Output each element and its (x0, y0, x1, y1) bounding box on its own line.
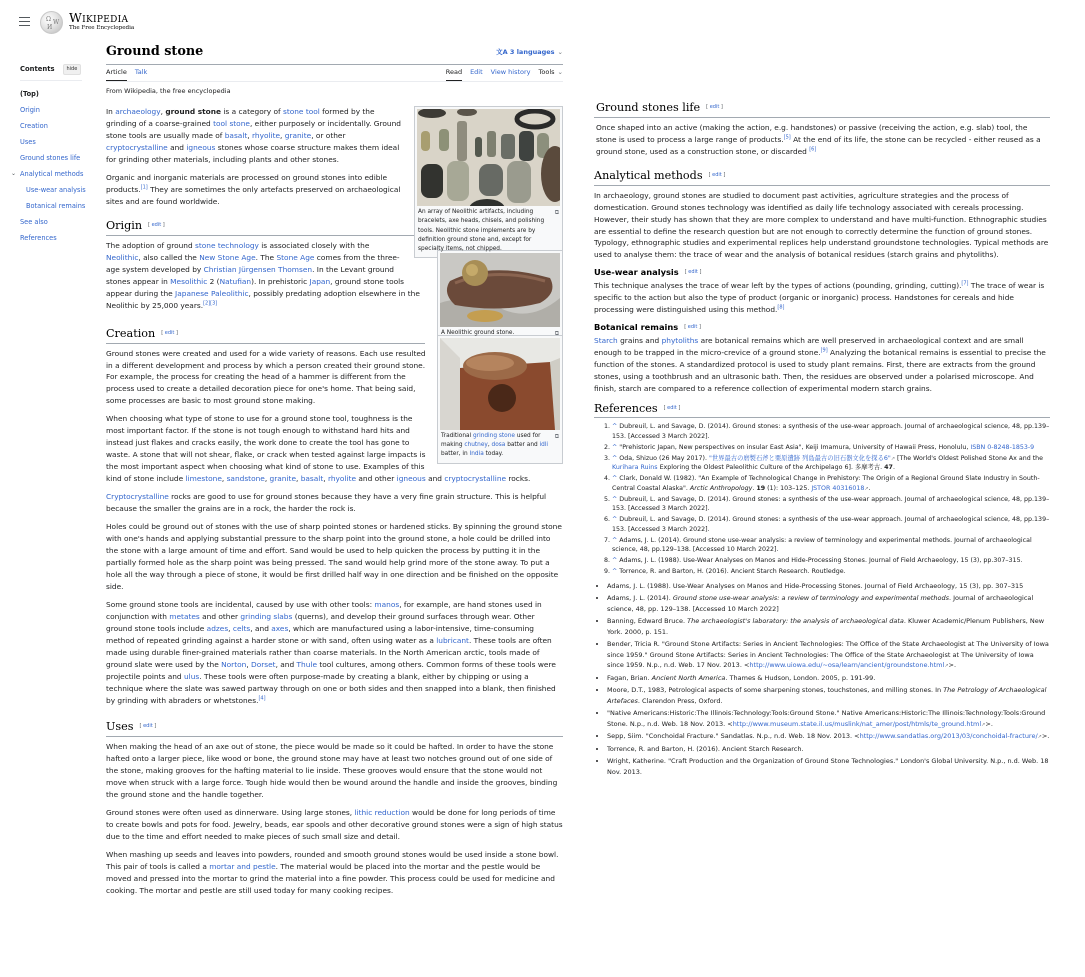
toc-item-origin[interactable]: Origin (20, 106, 40, 114)
link-axes[interactable]: axes (271, 624, 289, 634)
tools-dropdown[interactable] (539, 65, 563, 81)
enlarge-icon[interactable]: ⧉ (554, 330, 559, 338)
citation-3[interactable]: [3] (210, 300, 218, 307)
link-sandstone[interactable]: sandstone (226, 474, 265, 484)
link-rhyolite[interactable]: rhyolite (327, 474, 357, 484)
link-manos[interactable]: manos (374, 600, 400, 610)
external-link-icon: ↗ (1037, 734, 1042, 741)
tools-label: Tools (538, 68, 555, 77)
link-tool-stone[interactable]: tool stone (213, 119, 250, 129)
link-chutney[interactable]: chutney (464, 442, 488, 448)
edit-section-link[interactable]: [ edit ] (139, 723, 157, 730)
reference-item: 1. ^ Dubreuil, L. and Savage, D. (2014). Ground stones: a synthesis of the use-wear approach. Journal of archaeological science, 48, pp.139–153. [Accessed 3 March 2022]. (612, 422, 1050, 442)
wikipedia-globe-logo[interactable]: Ω W И (40, 11, 63, 34)
link-granite[interactable]: granite (269, 474, 296, 484)
external-link-icon: ↗ (890, 455, 896, 462)
toc-item-references[interactable]: References (20, 234, 57, 242)
toc-item-top[interactable]: (Top) (20, 90, 39, 98)
link-igneous[interactable]: igneous (186, 143, 216, 153)
figure-grinding-stone (437, 335, 563, 464)
link-dosa[interactable]: dosa (491, 442, 506, 448)
table-of-contents (11, 64, 86, 246)
reference-list (594, 422, 1050, 576)
tab-view-history[interactable]: View history (490, 68, 531, 77)
creation-paragraph-4: Holes could be ground out of stones with the use of sharp pointed stones or hardened sticks. By spinning the ground stone with one's hands and applying substantial pressure to the sharp point into the ground stone, a hole could be drilled into the stone with a large amount of time and effort. Sand would be used to help quicken the process by putting it in the partially formed hole as the sharp point was being pressed. The sand would help grind more of the stone away. To put a hole all the way through a piece of stone, it would be first drilled half way in one direction and be finished on the opposite side. (106, 522, 562, 592)
edit-section-link[interactable]: [ edit ] (684, 269, 702, 276)
link-mesolithic[interactable]: Mesolithic (170, 276, 208, 286)
backlink-caret[interactable]: ^ (612, 567, 618, 575)
intro-paragraph-1: In archaeology, ground stone is a category of stone tool formed by the grinding of a coarse-grained tool stone, either purposely or incidentally. Ground stone tools are usually made of basalt, rhyolite, granite, or other cryptocrystalline and igneous stones whose coarse structure makes them ideal for grinding other materials, including plants and other stones. (106, 107, 401, 165)
term-ground-stone: ground stone (165, 107, 221, 117)
link-idli[interactable]: idli (539, 442, 549, 448)
link-lithic-reduction[interactable]: lithic reduction (354, 807, 410, 817)
link-japan[interactable]: Japan (309, 276, 331, 286)
link-ulus[interactable]: ulus (183, 672, 200, 682)
tab-read[interactable]: Read (446, 65, 462, 81)
title-row (106, 44, 563, 65)
link-igneous[interactable]: igneous (396, 474, 426, 484)
external-link-icon: ↗ (944, 663, 949, 670)
logo-title: Wikipedia (69, 10, 129, 25)
citation-1[interactable]: [1] (140, 184, 148, 191)
toc-item-ground-stones-life[interactable]: Ground stones life (20, 154, 81, 162)
uses-paragraph-2: Ground stones were often used as dinnerware. Using large stones, lithic reduction would be done for long periods of time to create bowls and pots for food. Jewelry, beads, ear spools and other decorative ground stones were a sign of high status due to the time and effort needed to make pieces of such small size and detail. (106, 807, 563, 841)
creation-paragraph-2: When choosing what type of stone to use for a ground stone tool, toughness is the most important factor. If the stone is not tough enough to withstand hard hits and instead just flakes and cracks easily, the work done to create the tool has gone to waste. A stone that will not shear, flake, or crack when tested against large impacts is the most important aspect when choosing what kind of stone to use. Examples of this kind of stone include limestone, sandstone, granite, basalt, rhyolite and other igneous and cryptocrystalline rocks. (106, 414, 531, 484)
link-japanese-paleolithic[interactable]: Japanese Paleolithic (175, 288, 249, 298)
edit-section-link[interactable]: [ edit ] (161, 329, 178, 336)
bibliography-item: • Adams, J. L. (2014). Ground stone use-wear analysis: a review of terminology and experimental methods. Journal of archaeological science, 48, pp. 129–138. [Accessed 10 March 2022] (607, 593, 1050, 614)
backlink-caret[interactable]: ^ (612, 475, 618, 483)
site-header (0, 0, 580, 44)
toc-title: Contents (20, 65, 55, 73)
toc-item-botanical-remains[interactable]: Botanical remains (26, 202, 86, 210)
tab-article[interactable]: Article (106, 65, 127, 81)
figure-caption (417, 206, 560, 255)
tab-talk[interactable]: Talk (134, 68, 148, 77)
toc-item-creation[interactable]: Creation (20, 122, 48, 130)
section-heading-uses: Uses [ edit ] (106, 719, 563, 737)
subsection-heading-botanical-remains: Botanical remains [ edit ] (594, 322, 701, 333)
use-wear-paragraph: This technique analyses the trace of wear left by the types of actions (pounding, grinding, cutting).[7] The trace of wear is specific to the action but also the type of product (organic or inorganic) process. Handstones for cereals and hide processing were distinguished using this method.[8] (594, 280, 1045, 315)
citation-2[interactable]: [2] (203, 300, 211, 307)
bibliography-item: • Torrence, R. and Barton, H. (2016). Ancient Starch Research. (607, 744, 1050, 755)
bibliography-item: • "Native Americans:Historic:The Illinois:Technology:Tools:Ground Stone." Native Americans:Historic:The Illinois:Technology:Tools:Ground Stone. N.p., n.d. Web. 18 Nov. 2013. <http://www.museum.state.il.us/muslink/nat_amer/post/htmls/te_ground.html↗>. (607, 708, 1050, 729)
link-dorset[interactable]: Dorset (251, 660, 276, 670)
uses-paragraph-3: When mashing up seeds and leaves into powders, rounded and smooth ground stones would be used inside a stone bowl. This pair of tools is called a mortar and pestle. The material would be placed into the mortar and the pestle would be moved and pressed into the mortar to grind the material into a fine powder. This process could be used for medicine and cooking. The mortar and pestle are still used today for many cooking recipes. (106, 849, 559, 895)
backlink-caret[interactable]: ^ (612, 454, 618, 462)
intro-paragraph-2: Organic and inorganic materials are processed on ground stones into edible products.[1] They are sometimes the only artefacts preserved on archaeological sites and are found worldwide. (106, 173, 401, 207)
link-basalt[interactable]: basalt (300, 474, 324, 484)
toc-header (20, 64, 82, 81)
link-stone-age[interactable]: Stone Age (276, 252, 315, 262)
link-starch[interactable]: Starch (594, 335, 618, 345)
link-mortar-and-pestle[interactable]: mortar and pestle (209, 861, 276, 871)
link-cryptocrystalline[interactable]: cryptocrystalline (106, 143, 168, 153)
reference-item: 6. ^ Dubreuil, L. and Savage, D. (2014). Ground stones: a synthesis of the use-wear approach. Journal of archaeological science, 48, pp.139–153. [Accessed 3 March 2022]. (612, 515, 1050, 535)
backlink-caret[interactable]: ^ (612, 516, 618, 524)
link-stone-technology[interactable]: stone technology (195, 240, 259, 250)
wikipedia-wordmark[interactable] (69, 12, 134, 31)
link-adzes[interactable]: adzes (206, 624, 229, 634)
link-norton[interactable]: Norton (221, 660, 247, 670)
article-continued (594, 100, 1050, 779)
toc-item-use-wear-analysis[interactable]: Use-wear analysis (26, 186, 86, 194)
reference-item: 2. ^ "Prehistoric Japan, New perspectives on insular East Asia", Keiji Imamura, University of Hawaii Press, Honolulu, ISBN 0-8248-1853-9 (612, 443, 1050, 453)
external-link-icon: ↗ (981, 721, 986, 728)
link-kurihara-ruins[interactable]: Kurihara Ruins (612, 464, 658, 472)
edit-section-link[interactable]: [ edit ] (708, 172, 726, 178)
figure-neolithic-ground-stone (437, 250, 563, 342)
link-basalt[interactable]: basalt (224, 131, 248, 141)
link-natufian[interactable]: Natufian (219, 276, 252, 286)
bibliography-item: • Adams, J. L. (1988). Use-Wear Analyses on Manos and Hide-Processing Stones. Journal of Field Archaeology, 15 (3), pp. 307–315 (607, 581, 1050, 592)
uses-paragraph-1: When making the head of an axe out of stone, the piece would be made so it could be hafted. In order to have the stone hafted onto a larger piece, like wood or bone, the ground stone may have at least two notches ground out of one side of the stone, making grooves for the hafting material to lie inside. These grooves would ensure that the stone would not move when struck with a large force. Tough hide would then be wound around the handle and inside the grooves, binding the ground stone and the handle together. (106, 741, 558, 799)
reference-item: 4. ^ Clark, Donald W. (1982). "An Example of Technological Change in Prehistory: The Origin of a Regional Ground Slate Industry in South-Central Coastal Alaska". Arctic Anthropology. 19 (1): 103–125. JSTOR 40316018↗. (612, 474, 1050, 494)
caption-text: An array of Neolithic artifacts, including bracelets, axe heads, chisels, and polishing tools. Neolithic stone implements are by definition ground stone and, except for specialty items, not chipped. (418, 209, 545, 253)
figure-neolithic-artifacts (414, 106, 563, 258)
creation-paragraph-5: Some ground stone tools are incidental, caused by use with other tools: manos, for example, are hand stones used in conjunction with metates and other grinding slabs (querns), and develop their ground surfaces through wear. Other ground stone tools include adzes, celts, and axes, which are manufactured using a labor-intensive, time-consuming method of repeated grinding against a harder stone or with sand, often using water as a lubricant. These tools are often made using durable finer-grained materials rather than coarse materials. In the North American arctic, tools made of ground slate were used by the Norton, Dorset, and Thule tool cultures, among others. Common forms of these tools were projectile points and ulus. These tools were often purpose-made by creating a blank, either by chipping or using a technique where the slate was sawed partway through on one or both sides and then snapped into a blank, then finished by grinding with abraders or whetstones.[4] (106, 600, 556, 706)
tab-edit[interactable]: Edit (470, 68, 483, 77)
section-heading-creation: Creation [ edit ] (106, 326, 425, 344)
reference-item: 8. ^ Adams, J. L. (1988). Use-Wear Analyses on Manos and Hide-Processing Stones. Journal of Field Archaeology, 15 (3), pp.307–315. (612, 556, 1050, 566)
chevron-down-icon: ⌄ (557, 48, 563, 57)
botanical-paragraph: Starch grains and phytoliths are botanical remains which are well preserved in archaeological context and are small enough to be trapped in the micro-crevice of a ground stone.[9] Analyzing the botanical remains is essential to precise the function of the stones. A standardized protocol is used to study plant remains. First, there are extracts from the ground stones, using a toothbrush and an ultrasonic bath. Then, the residues are observed under a polarised microscope. And finish, starch are compared to a reference collection of experimental modern starch grains. (594, 335, 1046, 393)
link-cryptocrystalline[interactable]: Cryptocrystalline (106, 492, 169, 502)
link-thomsen[interactable]: Christian Jürgensen Thomsen (203, 264, 313, 274)
bibliography-list (594, 581, 1050, 778)
neolithic-ground-stone-image[interactable] (440, 253, 560, 327)
link-cryptocrystalline[interactable]: cryptocrystalline (444, 474, 507, 484)
bibliography-item: • Moore, D.T., 1983, Petrological aspects of some sharpening stones, touchstones, and milling stones. In The Petrology of Archaeological Artefaces. Clarendon Press, Oxford. (607, 685, 1050, 706)
link-new-stone-age[interactable]: New Stone Age (199, 252, 256, 262)
bibliography-item: • Sepp, Siim. "Conchoidal Fracture." Sandatlas. N.p., n.d. Web. 18 Nov. 2013. <http://www.sandatlas.org/2013/03/conchoidal-fracture/↗>. (607, 731, 1050, 742)
link-metates[interactable]: metates (169, 612, 200, 622)
external-link-icon: ↗ (864, 485, 869, 492)
section-heading-references: References [ edit ] (594, 401, 1050, 419)
subsection-heading-use-wear-analysis: Use-wear analysis [ edit ] (594, 267, 702, 278)
languages-button[interactable] (496, 47, 563, 58)
backlink-caret[interactable]: ^ (612, 536, 618, 544)
link-lubricant[interactable]: lubricant (436, 636, 469, 646)
citation-8[interactable]: [8] (777, 304, 785, 311)
citation-6[interactable]: [6] (809, 146, 817, 153)
link-isbn[interactable]: ISBN 0-8248-1853-9 (970, 443, 1035, 451)
site-tagline: From Wikipedia, the free encyclopedia (106, 86, 231, 95)
reference-item: 7. ^ Adams, J. L. (2014). Ground stone use-wear analysis: a review of terminology and experimental methods. Journal of archaeological science, 48, pp.129–138. [Accessed 10 March 2022]. (612, 536, 1050, 556)
citation-5[interactable]: [5] (783, 134, 791, 141)
toc-item-uses[interactable]: Uses (20, 138, 36, 146)
link-grinding-slabs[interactable]: grinding slabs (240, 612, 293, 622)
toc-hide-button[interactable]: hide (63, 64, 82, 74)
reference-item: 3. ^ Oda, Shizuo (26 May 2017). "世界最古の磨製石斧と栗原遺跡 列島最古の旧石器文化を探る6"↗ [The World's Oldest Polished Stone Ax and the Kurihara Ruins Exploring the Oldest Paleolithic Culture of the Archipelago 6]. 多摩考古. 47. (612, 454, 1050, 474)
figure-caption: ⧉ Traditional grinding stone used for making chutney, dosa batter and idli batter, in India today. (441, 432, 559, 458)
link-rhyolite[interactable]: rhyolite (251, 131, 281, 141)
bibliography-item: • Fagan, Brian. Ancient North America. Thames & Hudson, London. 2005, p. 191-99. (607, 673, 1050, 684)
page-tabs (106, 65, 563, 82)
reference-item: 5. ^ Dubreuil, L. and Savage, D. (2014). Ground stones: a synthesis of the use-wear approach. Journal of archaeological science, 48, pp.139–153. [Accessed 3 March 2022]. (612, 495, 1050, 515)
section-heading-analytical-methods: Analytical methods [ edit ] (594, 168, 1050, 186)
bibliography-item: • Banning, Edward Bruce. The archaeologist's laboratory: the analysis of archaeological data. Kluwer Academic/Plenum Publishers, New York. 2000, p. 151. (607, 616, 1050, 637)
link-granite[interactable]: granite (284, 131, 312, 141)
citation-4[interactable]: [4] (258, 695, 266, 702)
link-sandatlas[interactable]: http://www.sandatlas.org/2013/03/conchoidal-fracture/ (859, 732, 1038, 741)
link-thule[interactable]: Thule (296, 660, 317, 670)
logo-tagline: The Free Encyclopedia (69, 24, 135, 31)
article-main (106, 44, 563, 903)
chevron-down-icon: ⌄ (557, 68, 563, 77)
toc-item-see-also[interactable]: See also (20, 218, 48, 226)
backlink-caret[interactable]: ^ (612, 495, 618, 503)
toc-item-label: Analytical methods (20, 170, 84, 178)
link-neolithic[interactable]: Neolithic (106, 252, 139, 262)
languages-label: 3 languages (509, 48, 555, 57)
link-limestone[interactable]: limestone (185, 474, 222, 484)
translate-icon: 文A (496, 48, 510, 57)
link-stone-tool[interactable]: stone tool (282, 107, 320, 117)
life-paragraph: Once shaped into an active (making the action, e.g. handstones) or passive (receiving the action, e.g. slab) tool, the stone is used to process a large range of products.[5] At the end of its life, the stone can be recycled - either reused as a ground stone, used as a construction stone, or discarded [6] (596, 122, 1041, 156)
link-jstor[interactable]: JSTOR 40316018 (811, 484, 865, 492)
section-heading-ground-stones-life: Ground stones life [ edit ] (594, 100, 1050, 118)
analytical-paragraph: In archaeology, ground stones are studied to document past activities, agriculture strategies and the process of domestication. Ground stones technology was identified as daily life technology associated with cereals processing. However, their study has shown that they are more complex to understand and have multi-function. Ethnographic studies are essential to define the research question but are not enough to correctly determine the function of ground stones. Typology, ethnographic studies and experimental replices help understand groundstone technologies. Typical methods are used to analyse them: the trace of wear and the analysis of botanical residues (starch grains and phytoliths). (594, 190, 1049, 260)
edit-section-link[interactable]: [ edit ] (706, 104, 723, 111)
enlarge-icon[interactable]: ⧉ (554, 209, 559, 217)
link-phytoliths[interactable]: phytoliths (661, 335, 699, 345)
neolithic-artifacts-image[interactable] (417, 109, 560, 206)
link-celts[interactable]: celts (232, 624, 251, 634)
backlink-caret[interactable]: ^ (612, 557, 618, 565)
link-archaeology[interactable]: archaeology (115, 107, 161, 117)
creation-paragraph-3: Cryptocrystalline rocks are good to use for ground stones because they have a very fine grain structure. This is helpful because the smaller the grains are in a rock, the harder the rock is. (106, 492, 547, 514)
main-menu-icon[interactable] (19, 17, 30, 26)
backlink-caret[interactable]: ^ (612, 443, 618, 451)
bibliography-item: • Bender, Tricia R. "Ground Stone Artifacts: Series in Ancient Technologies: The Office of the State Archaeologist at The University of Iowa since 1959." Ground Stone Artifacts: Series in Ancient Technologies: The Office of the State Archaeologist at The University of Iowa since 1959. N.p., n.d. Web. 17 Nov. 2013. <http://www.uiowa.edu/~osa/learn/ancient/groundstone.html↗>. (607, 639, 1050, 671)
grinding-stone-image[interactable] (440, 338, 560, 430)
section-heading-origin: Origin [ edit ] (106, 218, 563, 236)
citation-7[interactable]: [7] (961, 280, 969, 287)
citation-9[interactable]: [9] (820, 347, 828, 354)
reference-item: 9. ^ Torrence, R. and Barton, H. (2016). Ancient Starch Research. Routledge. (612, 567, 1050, 577)
edit-section-link[interactable]: [ edit ] (148, 222, 165, 229)
link-uiowa[interactable]: http://www.uiowa.edu/~osa/learn/ancient/groundstone.html (749, 661, 945, 670)
toc-item-analytical-methods[interactable] (11, 166, 84, 182)
link-india[interactable]: India (469, 451, 484, 458)
caption-text: A Neolithic ground stone. (441, 330, 515, 337)
page-title: Ground stone (106, 44, 204, 59)
edit-section-link[interactable]: [ edit ] (684, 324, 701, 331)
chevron-down-icon[interactable]: ⌄ (11, 170, 17, 177)
bibliography-item: • Wright, Katherine. "Craft Production and the Organization of Ground Stone Technologies." London's Global University. N.p., n.d. Web. 18 Nov. 2013. (607, 756, 1050, 777)
link-oda-article[interactable]: "世界最古の磨製石斧と栗原遺跡 列島最古の旧石器文化を探る6" (708, 454, 891, 462)
link-museum-state-il[interactable]: http://www.museum.state.il.us/muslink/nat_amer/post/htmls/te_ground.html (732, 719, 982, 728)
link-grinding-stone[interactable]: grinding stone (473, 432, 515, 439)
creation-paragraph-1: Ground stones were created and used for a wide variety of reasons. Each use resulted in a different development and process by which a person created their ground stone. For example, the process for creating the head of a hammer is different from the process used to create a detailed decoration piece for one's home. That being said, some processes are basic to most ground stone making. (106, 348, 426, 406)
origin-paragraph: The adoption of ground stone technology is associated closely with the Neolithic, also called the New Stone Age. The Stone Age comes from the three-age system developed by Christian Jürgensen Thomsen. In the Levant ground stones appear in Mesolithic 2 (Natufian). In prehistoric Japan, ground stone tools appear during the Japanese Paleolithic, possibly predating adoption elsewhere in the Neolithic by 25,000 years.[2][3] (106, 240, 420, 310)
figure-caption (440, 327, 560, 339)
enlarge-icon[interactable]: ⧉ (554, 432, 559, 440)
backlink-caret[interactable]: ^ (612, 423, 618, 431)
edit-section-link[interactable]: [ edit ] (663, 404, 681, 411)
